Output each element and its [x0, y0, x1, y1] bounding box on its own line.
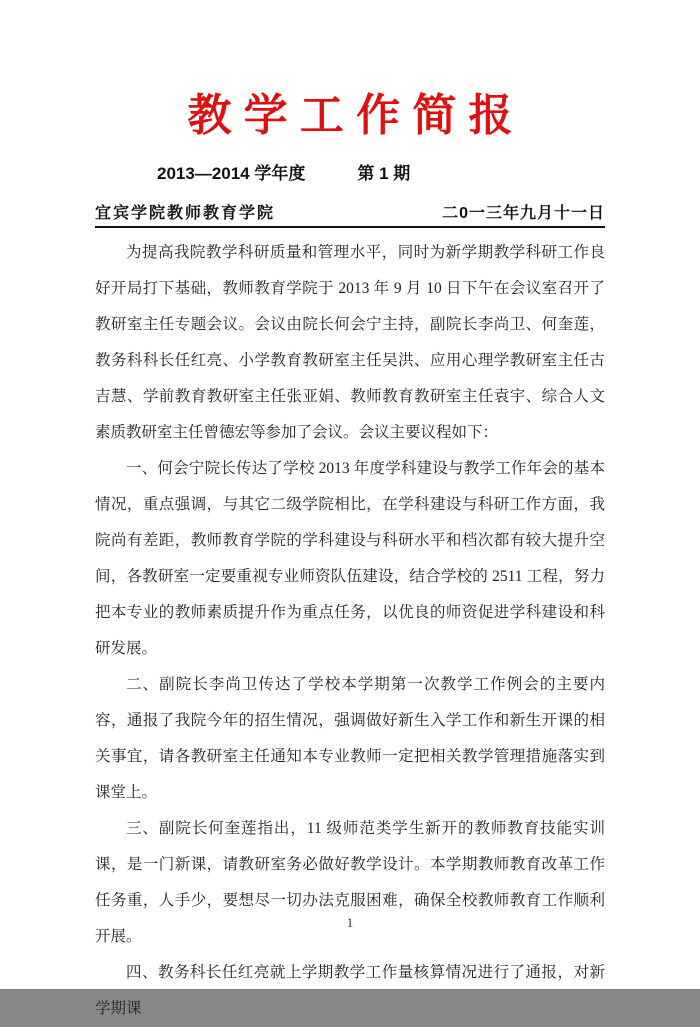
academic-year-label: 2013—2014 学年度 [157, 163, 306, 183]
issue-number-label: 第 1 期 [357, 163, 411, 183]
document-content [0, 90, 700, 1027]
paragraph-item-2: 二、副院长李尚卫传达了学校本学期第一次教学工作例会的主要内容，通报了我院今年的招生情况，强调做好新生入学工作和新生开课的相关事宜，请各教研室主任通知本专业教师一定把相关教学管理措施落实到课堂上。 [95, 675, 605, 801]
paragraph-item-4: 四、教务科长任红亮就上学期教学工作量核算情况进行了通报，对新学期课 [95, 963, 605, 1017]
issue-date: 二0一三年九月十一日 [442, 204, 605, 222]
subtitle-row [95, 159, 605, 184]
paragraph-item-1: 一、何会宁院长传达了学校 2013 年度学科建设与教学工作年会的基本情况，重点强调，与其它二级学院相比，在学科建设与科研工作方面，我院尚有差距，教师教育学院的学科建设与科研水平和档次都有较大提升空间，各教研室一定要重视专业师资队伍建设，结合学校的 2511 工程，努力把本专业的教师素质提升作为重点任务，以优良的师资促进学科建设和科研发展。 [95, 459, 605, 657]
paragraph-intro: 为提高我院教学科研质量和管理水平，同时为新学期教学科研工作良好开局打下基础，教师教育学院于 2013 年 9 月 10 日下午在会议室召开了教研室主任专题会议。会议由院长何会宁主持，副院长李尚卫、何奎莲，教务科科长任红亮、小学教育教研室主任吴洪、应用心理学教研室主任古吉慧、学前教育教研室主任张亚娟、教师教育教研室主任袁宇、综合人文素质教研室主任曾德宏等参加了会议。会议主要议程如下： [95, 243, 605, 441]
masthead-row [95, 200, 605, 228]
document-body [95, 235, 605, 1027]
institution-name: 宜宾学院教师教育学院 [95, 204, 276, 222]
page-number: 1 [346, 915, 354, 930]
paragraph-item-3: 三、副院长何奎莲指出，11 级师范类学生新开的教师教育技能实训课，是一门新课，请教研室务必做好教学设计。本学期教师教育改革工作任务重，人手少，要想尽一切办法克服困难，确保全校教师教育工作顺利开展。 [95, 819, 605, 945]
document-title: 教 学 工 作 简 报 [187, 91, 513, 140]
